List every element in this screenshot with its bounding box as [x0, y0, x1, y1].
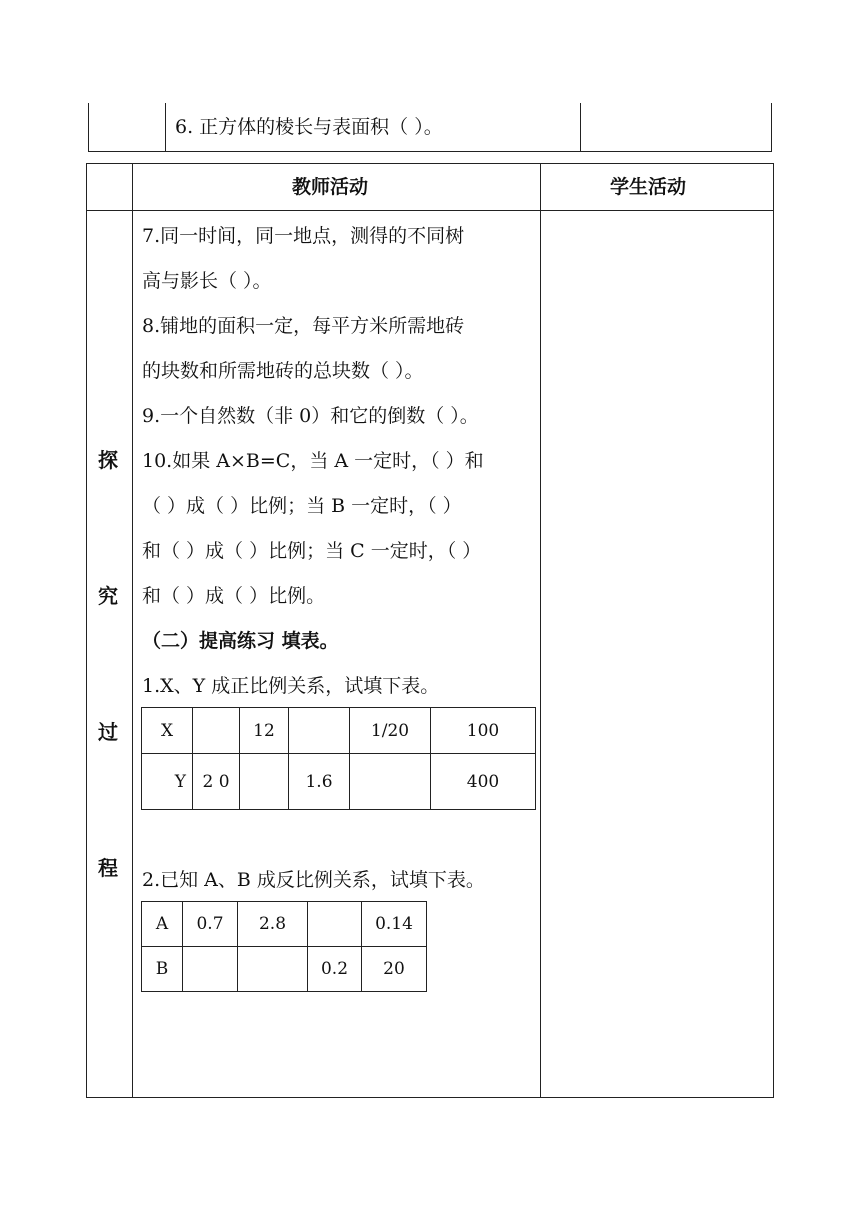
side-col-divider — [132, 163, 133, 1098]
top-left-border — [88, 103, 89, 152]
table-row — [142, 754, 536, 810]
question-6: 6. 正方体的棱长与表面积（ ）。 — [175, 116, 443, 138]
table-cell: 100 — [431, 708, 536, 754]
table-cell — [289, 708, 350, 754]
subheading: （二）提高练习 填表。 — [142, 630, 339, 652]
question-1-text: 1.X、Y 成正比例关系，试填下表。 — [142, 675, 440, 697]
top-bottom-border — [88, 151, 772, 152]
top-right-border — [771, 103, 772, 152]
line-3: 8.铺地的面积一定，每平方米所需地砖 — [142, 315, 465, 337]
line-4: 的块数和所需地砖的总块数（ ）。 — [142, 360, 424, 382]
table-cell — [240, 754, 289, 810]
direct-proportion-table — [141, 707, 536, 810]
header-divider — [86, 210, 774, 211]
side-label-char-1: 探 — [98, 448, 118, 472]
side-label-char-4: 程 — [98, 856, 118, 880]
line-1: 7.同一时间，同一地点，测得的不同树 — [142, 225, 465, 247]
table-cell: 0.2 — [308, 947, 362, 992]
activity-col-divider — [540, 163, 541, 1098]
main-right-border — [773, 163, 774, 1098]
table-cell — [308, 902, 362, 947]
teacher-activity-header: 教师活动 — [292, 176, 369, 198]
line-2: 高与影长（ ）。 — [142, 270, 272, 292]
table-cell — [183, 947, 238, 992]
table-cell — [350, 754, 431, 810]
line-7: （ ）成（ ）比例；当 B 一定时，（ ） — [142, 495, 462, 517]
table-cell: 0.7 — [183, 902, 238, 947]
table-cell: 0.14 — [362, 902, 427, 947]
table-cell: 12 — [240, 708, 289, 754]
top-col-divider-2 — [580, 103, 581, 152]
side-label-char-2: 究 — [98, 584, 118, 608]
main-top-border — [86, 163, 774, 164]
top-col-divider-1 — [165, 103, 166, 152]
table-cell: 2 0 — [193, 754, 240, 810]
table-row — [142, 902, 427, 947]
table-cell: 400 — [431, 754, 536, 810]
table-cell — [238, 947, 308, 992]
table-cell: 2.8 — [238, 902, 308, 947]
student-activity-header: 学生活动 — [610, 176, 687, 198]
line-5: 9.一个自然数（非 0）和它的倒数（ ）。 — [142, 405, 479, 427]
question-2-text: 2.已知 A、B 成反比例关系，试填下表。 — [142, 869, 485, 891]
table-cell: Y — [142, 754, 193, 810]
main-bottom-border — [86, 1097, 774, 1098]
table-cell: 20 — [362, 947, 427, 992]
table-cell: 1/20 — [350, 708, 431, 754]
line-8: 和（ ）成（ ）比例；当 C 一定时，（ ） — [142, 540, 482, 562]
table-row — [142, 708, 536, 754]
table-row — [142, 947, 427, 992]
line-6: 10.如果 A×B=C，当 A 一定时，（ ）和 — [142, 450, 484, 472]
table-cell: A — [142, 902, 183, 947]
inverse-proportion-table — [141, 901, 427, 992]
line-9: 和（ ）成（ ）比例。 — [142, 585, 326, 607]
table-cell: 1.6 — [289, 754, 350, 810]
table-cell: X — [142, 708, 193, 754]
side-label-char-3: 过 — [98, 720, 118, 744]
table-cell — [193, 708, 240, 754]
table-cell: B — [142, 947, 183, 992]
main-left-border — [86, 163, 87, 1098]
